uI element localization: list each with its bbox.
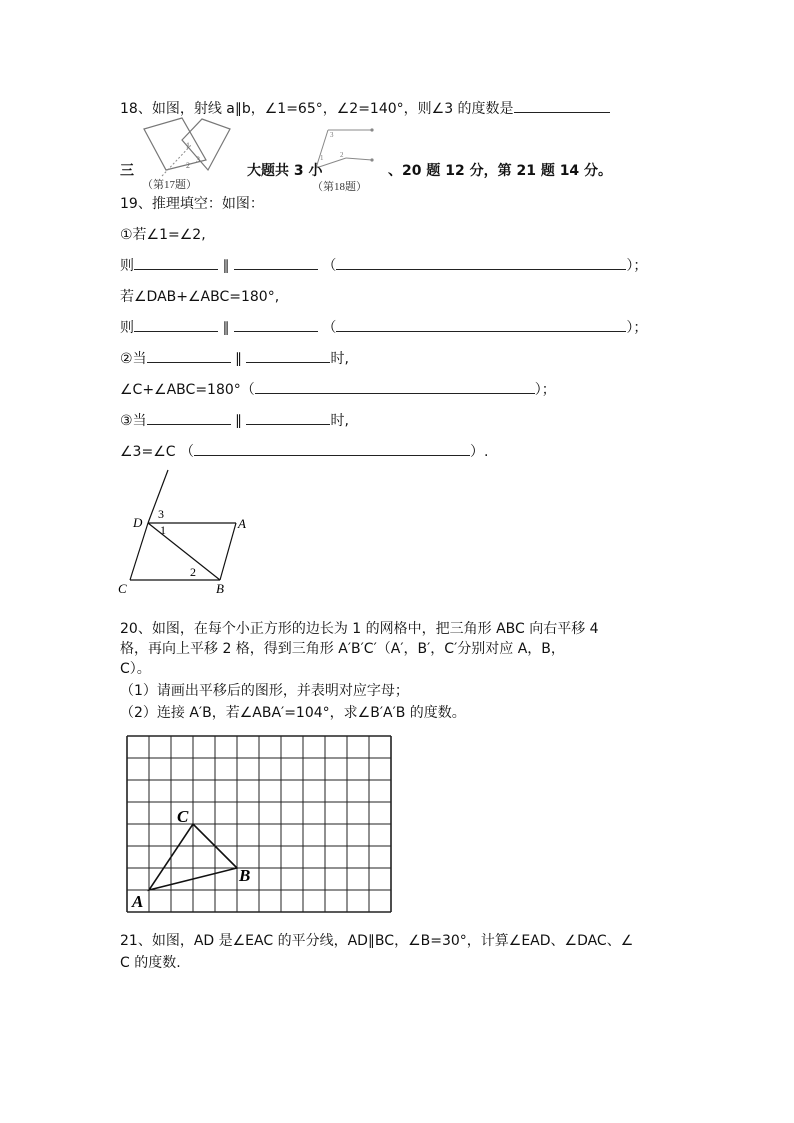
section-3-prefix: 三 bbox=[120, 163, 134, 179]
blank-19-2b[interactable] bbox=[234, 318, 318, 332]
q18-text: 18、如图，射线 a∥b，∠1=65°，∠2=140°，则∠3 的度数是 bbox=[120, 98, 610, 118]
fig17-label-3: 3 bbox=[196, 155, 200, 164]
figure-18 bbox=[306, 120, 386, 196]
blank-19-1b[interactable] bbox=[234, 256, 318, 270]
angle-1: 1 bbox=[160, 523, 166, 537]
vertex-d: D bbox=[133, 515, 143, 530]
section-3-middle: 大题共 3 小 bbox=[247, 163, 323, 179]
grid-label-c: C bbox=[177, 807, 189, 826]
fig17-label-1: 1 bbox=[186, 141, 190, 150]
q19-line8: ∠3=∠C （ ）. bbox=[120, 444, 489, 460]
side-ab bbox=[220, 523, 236, 580]
figure-19 bbox=[112, 466, 262, 601]
vertex-c: C bbox=[118, 581, 127, 596]
blank-19-1a[interactable] bbox=[134, 256, 218, 270]
blank-19-2-reason[interactable] bbox=[336, 318, 626, 332]
blank-19-3b[interactable] bbox=[246, 349, 330, 363]
blank-19-2a[interactable] bbox=[134, 318, 218, 332]
vertex-a: A bbox=[238, 516, 246, 531]
q19-title: 19、推理填空：如图： bbox=[120, 196, 264, 212]
blank-19-3a[interactable] bbox=[147, 349, 231, 363]
q19-line1: ①若∠1=∠2, bbox=[120, 227, 206, 243]
translation-grid[interactable] bbox=[124, 733, 394, 915]
q21-line1: 21、如图，AD 是∠EAC 的平分线，AD∥BC，∠B=30°，计算∠EAD、∠DAC、∠ bbox=[120, 933, 634, 949]
grid-label-a: A bbox=[132, 892, 144, 911]
section-3-scores: 、20 题 12 分，第 21 题 14 分。 bbox=[388, 163, 613, 179]
fig18-label-1: 1 bbox=[320, 154, 324, 162]
q20-line2: 格，再向上平移 2 格，得到三角形 A′B′C′（A′，B′，C′分别对应 A，B， bbox=[120, 641, 565, 657]
angle-3: 3 bbox=[158, 507, 164, 521]
q18-answer-blank[interactable] bbox=[514, 99, 610, 113]
fig17-label-2: 2 bbox=[186, 161, 190, 170]
q19-line2: 则 ∥ （ ）； bbox=[120, 258, 648, 274]
q19-line3: 若∠DAB+∠ABC=180°, bbox=[120, 289, 280, 305]
q20-line1: 20、如图，在每个小正方形的边长为 1 的网格中，把三角形 ABC 向右平移 4 bbox=[120, 621, 599, 637]
blank-19-4b[interactable] bbox=[246, 411, 330, 425]
blank-19-4a[interactable] bbox=[147, 411, 231, 425]
q19-line4: 则 ∥ （ ）； bbox=[120, 320, 648, 336]
angle-2: 2 bbox=[190, 565, 196, 579]
figure-17 bbox=[134, 114, 244, 196]
blank-19-3-reason[interactable] bbox=[255, 380, 535, 394]
blank-19-1-reason[interactable] bbox=[336, 256, 626, 270]
q19-line7: ③当 ∥ 时, bbox=[120, 413, 349, 429]
q21-line2: C 的度数. bbox=[120, 955, 181, 971]
side-dc bbox=[130, 523, 148, 580]
fig17-caption: （第17题） bbox=[142, 179, 197, 191]
blank-19-4-reason[interactable] bbox=[194, 442, 470, 456]
fig18-label-3: 3 bbox=[330, 131, 334, 139]
q20-line5: （2）连接 A′B，若∠ABA′=104°，求∠B′A′B 的度数。 bbox=[120, 705, 466, 721]
fig18-label-2: 2 bbox=[340, 151, 344, 159]
fig18-caption: （第18题） bbox=[312, 181, 367, 193]
diagonal-db bbox=[148, 523, 220, 580]
q20-line3: C）。 bbox=[120, 661, 151, 677]
q19-line6: ∠C+∠ABC=180°（ ）； bbox=[120, 382, 556, 398]
q20-line4: （1）请画出平移后的图形，并表明对应字母； bbox=[120, 683, 409, 699]
q19-line5: ②当 ∥ 时, bbox=[120, 351, 349, 367]
vertex-b: B bbox=[216, 581, 224, 596]
grid-label-b: B bbox=[239, 866, 251, 885]
